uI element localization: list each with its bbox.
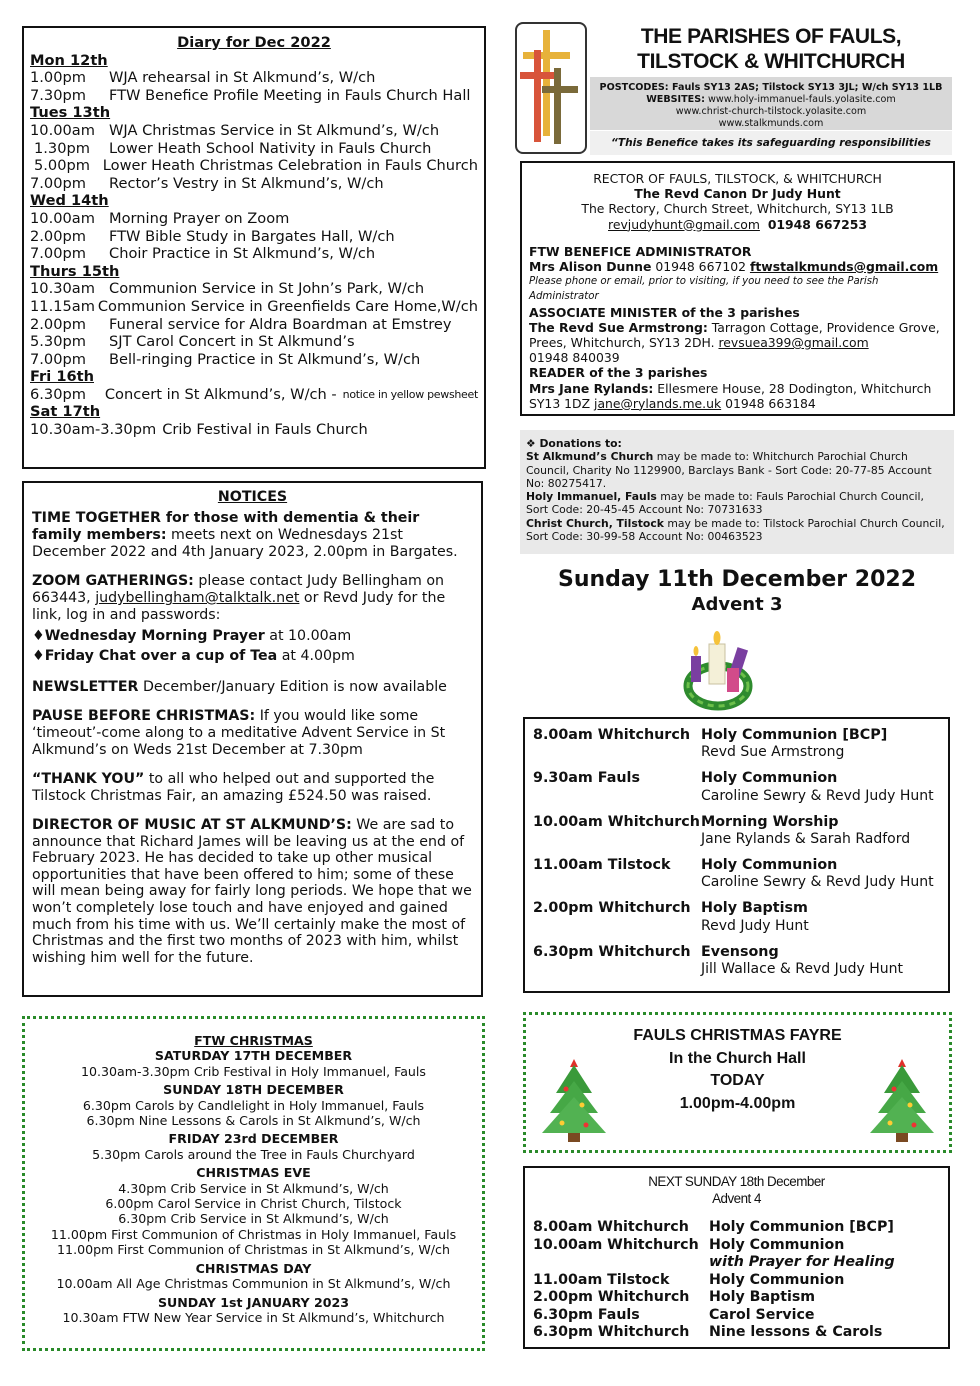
service-detail — [701, 770, 934, 805]
christmas-event: 10.30am-3.30pm Crib Festival in Holy Immanuel, Fauls — [81, 1063, 426, 1079]
event-text: WJA rehearsal in St Alkmund’s, W/ch — [109, 69, 376, 87]
donations-heading: Donations to: — [539, 437, 622, 450]
event-text: FTW Bible Study in Bargates Hall, W/ch — [109, 227, 395, 245]
diary-event — [30, 228, 478, 246]
service-detail — [701, 727, 887, 762]
assoc-address: Tarragon Cottage, Providence Grove, Prees, Whitchurch, SY13 2DH. — [529, 319, 940, 351]
service-name: Morning Worship — [701, 813, 839, 830]
donation-church: Holy Immanuel, Fauls — [526, 490, 657, 504]
fayre-day: TODAY — [710, 1072, 765, 1090]
christmas-day-heading: SATURDAY 17TH DECEMBER — [154, 1048, 353, 1064]
christmas-event: 11.00pm First Communion of Christmas in St Alkmund’s, W/ch — [57, 1242, 450, 1258]
notice-body: We are sad to announce that Richard James will be leaving us at the end of February 2023. He has decided to take up other musical opportunities that have been offered to him; some of these will mean being away for fairly long periods. We hope that we won’t completely lose touch and have enjoyed and gained much from his time with us. We’ll certainly make the most of Christmas and the first two months of 2023 with him, whilst wishing him well for the future. — [32, 817, 472, 966]
service-time: 6.30pm Whitchurch — [533, 943, 691, 960]
event-text: Morning Prayer on Zoom — [109, 209, 290, 227]
next-service-name: Carol Service — [709, 1306, 815, 1323]
admin-note: Please phone or email, prior to visiting, if you need to see the Parish Administrator — [529, 276, 879, 303]
sunday-date: Sunday 11th December 2022 — [557, 567, 916, 592]
donation-church: Christ Church, Tilstock — [526, 516, 664, 530]
donation-item — [526, 517, 948, 544]
notice-heading: NEWSLETTER — [32, 679, 139, 695]
sunday-heading — [520, 566, 954, 616]
notices-box — [22, 481, 483, 997]
event-text: Bell-ringing Practice in St Alkmund’s, W/ch — [109, 350, 421, 368]
next-service-row — [533, 1237, 940, 1255]
next-service-name: Holy Baptism — [709, 1289, 816, 1305]
christmas-event: 6.30pm Crib Service in St Alkmund’s, W/ch — [118, 1211, 389, 1227]
next-service-row — [533, 1307, 940, 1325]
next-service-row — [533, 1289, 940, 1307]
christmas-tree-icon — [538, 1053, 610, 1145]
notice-time-together — [32, 510, 473, 561]
notice-heading: “THANK YOU” — [32, 771, 145, 787]
service-leaders: Caroline Sewry & Revd Judy Hunt — [701, 874, 934, 891]
event-time: 10.00am — [30, 209, 95, 227]
event-time: 7.00pm — [30, 245, 86, 263]
rector-phone: 01948 667253 — [767, 216, 867, 232]
diary-event — [30, 210, 478, 228]
event-text: Crib Festival in Fauls Church — [162, 421, 368, 439]
notice-zoom — [32, 573, 473, 624]
spacer — [29, 1325, 478, 1328]
rector-name: The Revd Canon Dr Judy Hunt — [634, 186, 841, 202]
event-text: Communion Service in Greenfields Care Home,W/ch — [97, 297, 478, 315]
service-time: 9.30am Fauls — [533, 770, 640, 787]
notice-pause — [32, 708, 473, 759]
bullet-text: at 4.00pm — [277, 648, 355, 664]
donation-text: may be made to: Whitchurch Parochial Church Council, Charity No 1129900, Barclays Bank - Sort Code: 20-77-85 Account No: 80275417. — [526, 450, 932, 490]
service-detail — [701, 857, 934, 892]
service-leaders: Jill Wallace & Revd Judy Hunt — [701, 960, 903, 977]
event-text: Concert in St Alkmund’s, W/ch - — [104, 385, 337, 403]
service-row — [533, 770, 940, 805]
reader-phone: 01948 663184 — [721, 395, 816, 411]
event-time: 1.00pm — [30, 69, 86, 87]
zoom-bullet: ♦Friday Chat over a cup of Tea at 4.00pm — [32, 648, 355, 664]
next-sunday-box — [523, 1166, 950, 1349]
reader-address: Ellesmere House, 28 Dodington, Whitchurch SY13 1DZ — [529, 380, 932, 411]
notice-heading: TIME TOGETHER for those with dementia & their family members: — [32, 510, 420, 543]
event-time: 5.00pm — [34, 157, 90, 175]
notice-body: or Revd Judy for the link, log in and passwords: — [32, 590, 446, 623]
reader-email-link[interactable]: jane@rylands.me.uk — [594, 395, 722, 411]
christmas-day-heading: FRIDAY 23rd DECEMBER — [168, 1131, 339, 1147]
next-service-name: Holy Communion [BCP] — [709, 1219, 894, 1235]
rector-box — [520, 161, 955, 416]
reader-name: Mrs Jane Rylands: — [529, 380, 654, 396]
diary-event — [30, 298, 478, 316]
website-link[interactable]: www.christ-church-tilstock.yolasite.com — [675, 106, 867, 117]
event-time: 7.30pm — [30, 86, 86, 104]
service-name: Evensong — [701, 943, 779, 960]
notice-body: meets next on Wednesdays 21st December 2022 and 4th January 2023, 2.00pm in Bargates. — [32, 527, 458, 560]
websites-label: WEBSITES: — [646, 94, 705, 105]
service-detail — [701, 944, 903, 979]
postcodes: POSTCODES: Fauls SY13 2AS; Tilstock SY13 3JL; W/ch SY13 1LB — [599, 82, 943, 93]
diary-event — [30, 122, 478, 140]
service-leaders: Caroline Sewry & Revd Judy Hunt — [701, 787, 934, 804]
service-detail — [701, 814, 910, 849]
next-sunday-date: NEXT SUNDAY 18th December — [648, 1174, 825, 1189]
title-line: TILSTOCK & WHITCHURCH — [637, 50, 905, 73]
diary-day: Tues 13th — [30, 104, 111, 122]
event-time: 1.30pm — [34, 139, 90, 157]
notice-heading: PAUSE BEFORE CHRISTMAS: — [32, 708, 256, 724]
service-leaders: Jane Rylands & Sarah Radford — [701, 831, 911, 848]
next-service-time — [533, 1254, 709, 1272]
event-time: 10.30am — [30, 280, 95, 298]
event-note: notice in yellow pewsheet — [342, 387, 478, 401]
diary-day: Wed 14th — [30, 192, 109, 210]
diary-day: Thurs 15th — [30, 262, 120, 280]
crosses-icon — [517, 24, 585, 152]
next-service-time: 2.00pm Whitchurch — [533, 1289, 690, 1305]
donation-church: St Alkmund’s Church — [526, 450, 654, 464]
donation-text: may be made to: Fauls Parochial Church Council, Sort Code: 20-45-45 Account No: 70731633 — [526, 490, 924, 517]
zoom-bullet: ♦Wednesday Morning Prayer at 10.00am — [32, 628, 352, 644]
christmas-day-heading: SUNDAY 1st JANUARY 2023 — [157, 1294, 350, 1310]
next-service-time: 6.30pm Fauls — [533, 1306, 640, 1323]
next-service-name: with Prayer for Healing — [709, 1254, 895, 1270]
diary-event — [30, 421, 478, 439]
diary-day: Mon 12th — [30, 51, 108, 69]
service-name: Holy Communion [BCP] — [701, 727, 888, 743]
next-service-time: 10.00am Whitchurch — [533, 1236, 699, 1253]
donations-box — [520, 430, 954, 554]
diary-list — [30, 52, 478, 439]
next-sunday-heading — [533, 1174, 940, 1207]
next-service-name: Holy Communion — [709, 1271, 845, 1288]
christmas-event: 5.30pm Carols around the Tree in Fauls Churchyard — [92, 1146, 415, 1162]
parishes-title — [590, 24, 952, 74]
event-text: WJA Christmas Service in St Alkmund’s, W/ch — [109, 121, 440, 139]
event-text: Choir Practice in St Alkmund’s, W/ch — [109, 245, 376, 263]
diary-event — [30, 140, 478, 158]
diary-day: Fri 16th — [30, 368, 94, 386]
diary-event — [30, 386, 478, 404]
service-name: Holy Baptism — [701, 900, 808, 917]
next-service-row — [533, 1254, 940, 1272]
event-text: FTW Benefice Profile Meeting in Fauls Church Hall — [109, 86, 471, 104]
service-time: 10.00am Whitchurch — [533, 813, 700, 830]
event-text: SJT Carol Concert in St Alkmund’s — [109, 333, 355, 351]
bullet-text: at 10.00am — [264, 628, 352, 644]
notice-heading: DIRECTOR OF MUSIC AT ST ALKMUND’S: — [32, 817, 352, 833]
assoc-heading: ASSOCIATE MINISTER of the 3 parishes — [529, 304, 800, 320]
diary-event — [30, 316, 478, 334]
service-row — [533, 900, 940, 935]
safeguarding-quote: “This Benefice takes its safeguarding responsibilities — [590, 131, 952, 155]
admin-name: Mrs Alison Dunne — [529, 259, 652, 275]
bullet-icon: ❖ — [526, 437, 536, 450]
rector-heading: RECTOR OF FAULS, TILSTOCK, & WHITCHURCH — [593, 171, 882, 186]
event-time: 2.00pm — [30, 227, 86, 245]
notice-body: please contact Judy Bellingham on 663443, — [32, 573, 445, 606]
event-time: 7.00pm — [30, 350, 86, 368]
zoom-email-link[interactable]: judybellingham@talktalk.net — [95, 590, 300, 606]
christmas-event: 10.00am All Age Christmas Communion in St Alkmund’s, W/ch — [56, 1276, 451, 1292]
next-service-row — [533, 1324, 940, 1342]
assoc-phone: 01948 840039 — [529, 350, 620, 366]
notice-heading: ZOOM GATHERINGS: — [32, 573, 194, 589]
diary-event — [30, 280, 478, 298]
rector-address: The Rectory, Church Street, Whitchurch, SY13 1LB — [581, 201, 894, 217]
service-leaders: Revd Judy Hunt — [701, 917, 809, 934]
reader-heading: READER of the 3 parishes — [529, 365, 708, 381]
service-leaders: Revd Sue Armstrong — [701, 744, 845, 761]
next-service-time: 6.30pm Whitchurch — [533, 1324, 690, 1340]
crosses-logo — [515, 22, 587, 154]
service-row — [533, 814, 940, 849]
next-service-name: Nine lessons & Carols — [709, 1324, 883, 1340]
event-text: Funeral service for Aldra Boardman at Emstrey — [109, 315, 452, 333]
notice-body: If you would like some ‘timeout’-come along to a meditative Advent Service in St Alkmund’s on Weds 21st December at 7.30pm — [32, 708, 446, 758]
event-text: Lower Heath School Nativity in Fauls Church — [109, 139, 432, 157]
event-time: 2.00pm — [30, 315, 86, 333]
service-time: 8.00am Whitchurch — [533, 727, 691, 743]
service-time: 11.00am Tilstock — [533, 856, 671, 873]
donations-list — [526, 450, 948, 543]
notice-body: to all who helped out and supported the Tilstock Christmas Fair, an amazing £524.50 was raised. — [32, 771, 435, 804]
next-service-row — [533, 1219, 940, 1237]
fayre-time: 1.00pm-4.00pm — [679, 1094, 796, 1112]
diary-event — [30, 245, 478, 263]
website-link[interactable]: www.stalkmunds.com — [718, 118, 824, 129]
diary-title: Diary for Dec 2022 — [177, 34, 331, 51]
services-box — [523, 717, 950, 993]
event-time: 5.30pm — [30, 333, 86, 351]
christmas-day-heading: CHRISTMAS EVE — [196, 1165, 311, 1181]
donation-item — [526, 490, 948, 517]
christmas-fayre-box — [523, 1012, 952, 1153]
ftw-christmas-title: FTW CHRISTMAS — [194, 1033, 313, 1048]
christmas-event: 10.30am FTW New Year Service in St Alkmund’s, Whitchurch — [62, 1309, 445, 1325]
service-row — [533, 944, 940, 979]
service-name: Holy Communion — [701, 770, 838, 787]
assoc-email-link[interactable]: revsuea399@gmail.com — [718, 335, 869, 351]
diary-event — [30, 351, 478, 369]
fayre-location: In the Church Hall — [669, 1049, 806, 1067]
next-service-name: Holy Communion — [709, 1236, 845, 1253]
christmas-day-heading: SUNDAY 18TH DECEMBER — [163, 1082, 344, 1098]
event-time: 10.00am — [30, 121, 95, 139]
christmas-event: 6.30pm Carols by Candlelight in Holy Immanuel, Fauls — [82, 1097, 425, 1113]
next-sunday-advent: Advent 4 — [712, 1190, 761, 1206]
admin-heading: FTW BENEFICE ADMINISTRATOR — [529, 243, 752, 259]
notice-thank-you — [32, 771, 473, 805]
notice-newsletter — [32, 679, 473, 696]
diary-day: Sat 17th — [30, 403, 101, 421]
event-time: 6.30pm — [30, 385, 86, 403]
diary-event — [30, 175, 478, 193]
admin-email-link[interactable]: ftwstalkmunds@gmail.com — [749, 259, 939, 275]
next-sunday-list — [533, 1219, 940, 1342]
christmas-event: 4.30pm Crib Service in St Alkmund’s, W/ch — [118, 1180, 389, 1196]
next-service-time: 11.00am Tilstock — [533, 1271, 670, 1288]
christmas-event: 11.00pm First Communion of Christmas in Holy Immanuel, Fauls — [50, 1226, 457, 1242]
diary-event — [30, 87, 478, 105]
next-service-time: 8.00am Whitchurch — [533, 1219, 689, 1235]
notice-body: December/January Edition is now available — [138, 679, 447, 695]
donation-text: may be made to: Tilstock Parochial Church Council, Sort Code: 30-99-58 Account No: 00463523 — [526, 516, 945, 544]
christmas-event: 6.00pm Carol Service in Christ Church, Tilstock — [105, 1196, 402, 1212]
christmas-event: 6.30pm Nine Lessons & Carols in St Alkmund’s, W/ch — [86, 1113, 421, 1129]
notices-title: NOTICES — [217, 489, 288, 505]
notice-director — [32, 817, 473, 966]
christmas-day-heading: CHRISTMAS DAY — [195, 1260, 312, 1276]
event-text: Communion Service in St John’s Park, W/ch — [109, 280, 425, 298]
services-list — [533, 727, 940, 978]
christmas-tree-icon — [866, 1053, 938, 1145]
service-detail — [701, 900, 809, 935]
admin-phone: 01948 667102 — [651, 259, 750, 275]
websites-line — [590, 94, 952, 106]
title-line: THE PARISHES OF FAULS, — [640, 25, 902, 48]
diary-event — [30, 333, 478, 351]
advent-wreath-icon — [683, 624, 753, 714]
service-time: 2.00pm Whitchurch — [533, 900, 691, 917]
bullet-heading: Wednesday Morning Prayer — [44, 628, 265, 644]
event-time: 11.15am — [30, 297, 95, 315]
event-time: 10.30am-3.30pm — [30, 421, 157, 439]
bullet-heading: Friday Chat over a cup of Tea — [44, 648, 278, 664]
rector-email-link[interactable]: revjudyhunt@gmail.com — [608, 216, 760, 232]
diary-box — [22, 26, 486, 469]
sunday-advent: Advent 3 — [691, 594, 783, 615]
diary-event — [30, 69, 478, 87]
website-link[interactable]: www.holy-immanuel-fauls.yolasite.com — [708, 94, 896, 105]
assoc-name: The Revd Sue Armstrong: — [529, 319, 708, 335]
ftw-christmas-box — [22, 1016, 485, 1351]
next-service-row — [533, 1272, 940, 1290]
event-text: Lower Heath Christmas Celebration in Fauls Church — [102, 157, 478, 175]
postcodes-websites — [590, 77, 952, 130]
event-time: 7.00pm — [30, 174, 86, 192]
service-row — [533, 857, 940, 892]
diary-event — [30, 157, 478, 175]
event-text: Rector’s Vestry in St Alkmund’s, W/ch — [109, 174, 384, 192]
fayre-title: FAULS CHRISTMAS FAYRE — [633, 1027, 842, 1044]
ftw-christmas-list — [29, 1048, 478, 1328]
service-name: Holy Communion — [701, 856, 838, 873]
service-row — [533, 727, 940, 762]
donation-item — [526, 450, 948, 490]
